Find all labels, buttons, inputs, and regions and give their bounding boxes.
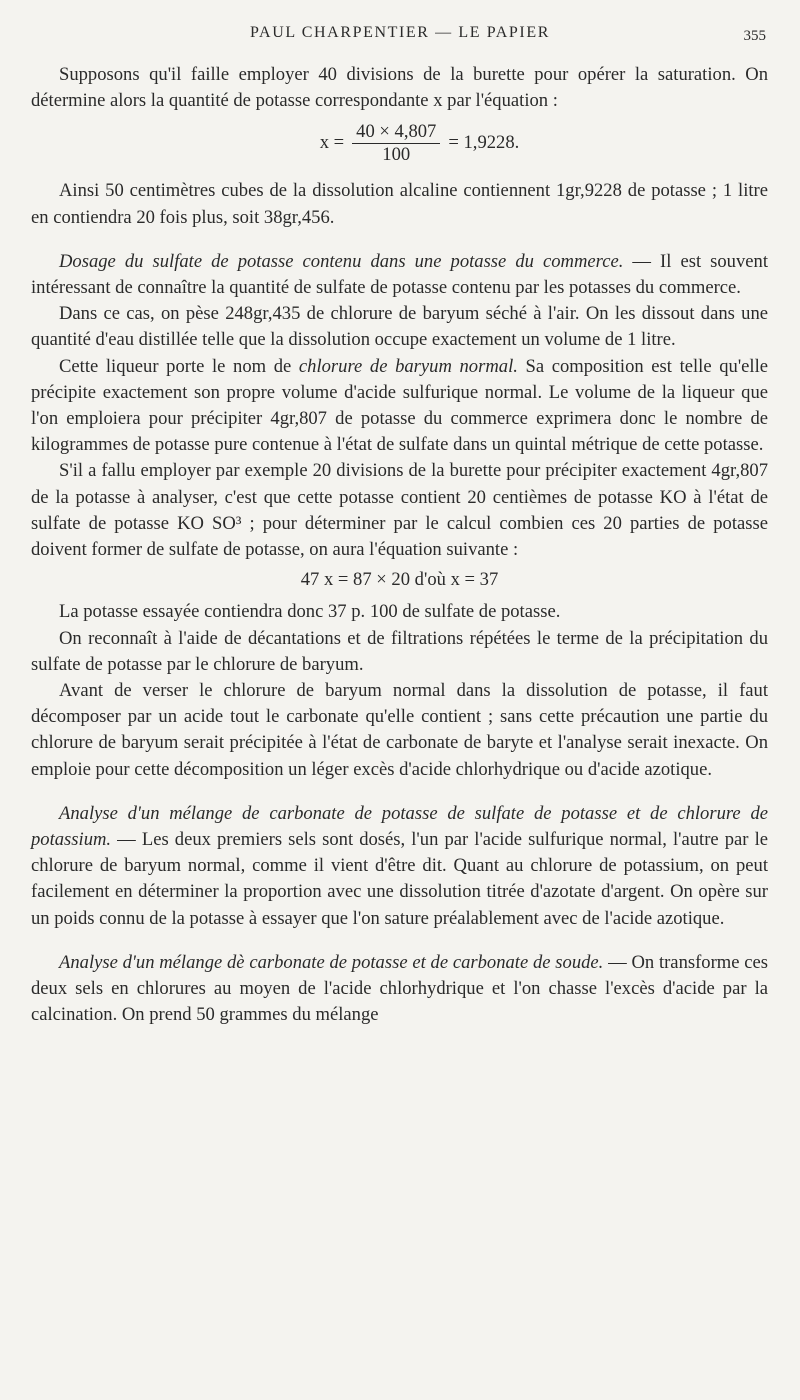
paragraph: Ainsi 50 centimètres cubes de la dissolution alcaline contiennent 1gr,9228 de potasse ; 1 litre en contiendra 20 fois plus, soit 38gr,456. xyxy=(31,180,768,228)
paragraph-text: Sa composition est telle qu'elle précipite exactement son propre volume d'acide sulfurique normal. Le volume de la liqueur que l'on emploiera pour précipiter 4gr,807 de potasse du commerce exprimera donc le nombre de kilogrammes de potasse pure contenue à l'état de sulfate dans un quintal métrique de cette potasse. xyxy=(31,355,769,456)
section-text: — Les deux premiers sels sont dosés, l'un par l'acide sulfurique normal, l'autre par le chlorure de baryum normal, comme il vient d'être dit. Quant au chlorure de potassium, on peut facilement en déterminer la proportion avec une dissolution titrée d'azotate d'argent. On opère sur un poids connu de la potasse à essayer que l'on sature préalablement avec de l'acide azotique. xyxy=(31,829,768,929)
paragraph xyxy=(31,354,768,459)
page-header xyxy=(30,22,770,50)
section-melange-1 xyxy=(31,801,768,932)
equation-inline: 47 x = 87 × 20 d'où x = 37 xyxy=(300,569,499,591)
equation-lhs: x = xyxy=(319,132,345,154)
section-heading: Dosage du sulfate de potasse contenu dans une potasse du commerce. xyxy=(59,250,624,272)
fraction xyxy=(352,121,440,166)
paragraph: Avant de verser le chlorure de baryum normal dans la dissolution de potasse, il faut décomposer par un acide tout le carbonate qu'elle contient ; sans cette précaution une partie du chlorure de baryum serait précipitée à l'état de carbonate de baryte et l'analyse serait inexacte. On emploie pour cette décomposition un léger excès d'acide chlorhydrique ou d'acide azotique. xyxy=(31,680,768,780)
section-text: — Il est souvent intéressant de connaître la quantité de sulfate de potasse contenu par les potasses du commerce. xyxy=(31,250,768,299)
page-number: 355 xyxy=(743,28,766,44)
page-body xyxy=(31,62,768,1029)
paragraph-text: Cette liqueur porte le nom de xyxy=(59,355,299,377)
section-sulfate xyxy=(31,249,768,301)
term-italic: chlorure de baryum normal. xyxy=(298,355,518,377)
section-heading: Analyse d'un mélange dè carbonate de potasse et de carbonate de soude. xyxy=(59,951,604,973)
paragraph: S'il a fallu employer par exemple 20 divisions de la burette pour précipiter exactement 4gr,807 de la potasse à analyser, c'est que cette potasse contient 20 centièmes de potasse KO à l'état de sulfate de potasse KO SO³ ; pour déterminer par le calcul combien ces 20 parties de potasse doivent former de sulfate de potasse, on aura l'équation suivante : xyxy=(31,460,768,561)
paragraph: Supposons qu'il faille employer 40 divisions de la burette pour opérer la saturation. On détermine alors la quantité de potasse correspondante x par l'équation : xyxy=(31,64,768,112)
fraction-numerator: 40 × 4,807 xyxy=(352,121,440,144)
paragraph: La potasse essayée contiendra donc 37 p. 100 de sulfate de potasse. xyxy=(59,601,561,623)
paragraph: Dans ce cas, on pèse 248gr,435 de chlorure de baryum séché à l'air. On les dissout dans une quantité d'eau distillée telle que la dissolution occupe exactement un volume de 1 litre. xyxy=(31,303,768,351)
equation-rhs: = 1,9228. xyxy=(448,132,520,154)
fraction-denominator: 100 xyxy=(382,143,411,165)
paragraph: On reconnaît à l'aide de décantations et de filtrations répétées le terme de la précipitation du sulfate de potasse par le chlorure de baryum. xyxy=(31,627,768,675)
section-melange-2 xyxy=(31,950,768,1029)
section-text: — On transforme ces deux sels en chlorures au moyen de l'acide chlorhydrique et l'on chasse l'excès d'acide par la calcination. On prend 50 grammes du mélange xyxy=(31,951,768,1026)
section-heading: Analyse d'un mélange de carbonate de potasse de sulfate de potasse et de chlorure de potassium. xyxy=(31,802,768,851)
running-title: PAUL CHARPENTIER — LE PAPIER xyxy=(250,24,550,41)
equation-fraction xyxy=(71,116,768,170)
